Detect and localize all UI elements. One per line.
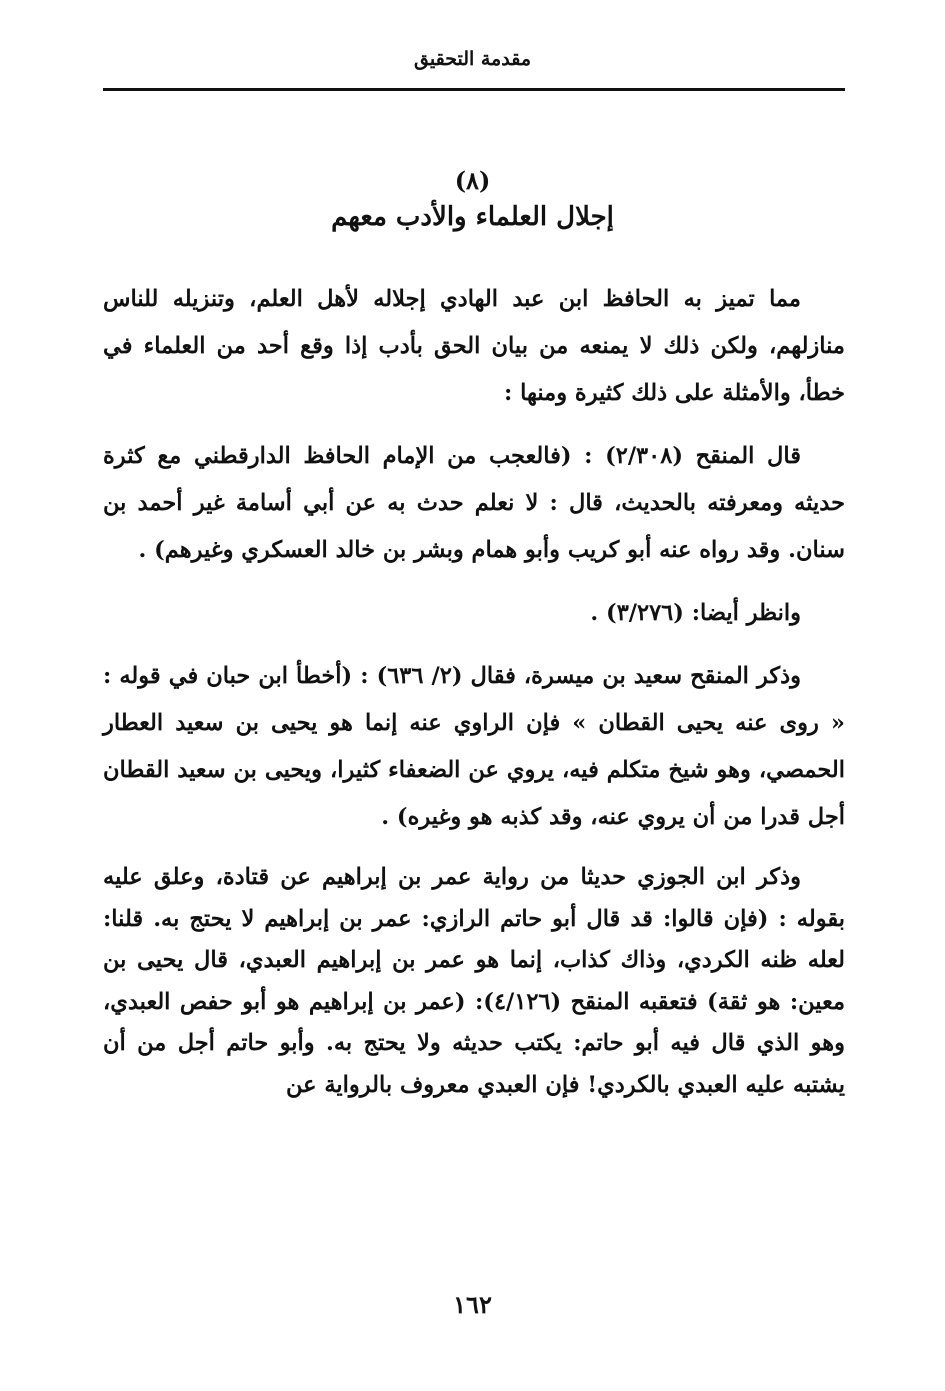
section-title: إجلال العلماء والأدب معهم [331, 202, 614, 232]
running-header: مقدمة التحقيق [414, 48, 531, 70]
paragraph-ibn-al-jawzi: وذكر ابن الجوزي حديثا من رواية عمر بن إبراهيم عن قتادة، وعلق عليه بقوله : (فإن قالوا: قد قال أبو حاتم الرازي: عمر بن إبراهيم لا يحتج به. قلنا: لعله ظنه الكردي، وذاك كذاب، إنما هو عمر بن إبراهيم العبدي، قال يحيى بن معين: هو ثقة) فتعقبه المنقح (٤/١٢٦): (عمر بن إبراهيم هو أبو حفص العبدي، وهو الذي قال فيه أبو حاتم: يكتب حديثه ولا يحتج به. وأبو حاتم أجل من أن يشتبه عليه العبدي بالكردي! فإن العبدي معروف بالرواية عن [103, 864, 845, 1098]
page-number: ١٦٢ [453, 1290, 492, 1319]
paragraph-ibn-hibban: وذكر المنقح سعيد بن ميسرة، فقال (٢/ ٦٣٦) : (أخطأ ابن حبان في قوله : « روى عنه يحيى القطان » فإن الراوي عنه إنما هو يحيى بن سعيد العطار الحمصي، وهو شيخ متكلم فيه، يروي عن الضعفاء كثيرا، ويحيى بن سعيد القطان أجل قدرا من أن يروي عنه، وقد كذبه هو وغيره) . [103, 663, 845, 830]
header-rule [103, 88, 845, 91]
section-number: (٨) [454, 166, 491, 195]
body-text [103, 276, 845, 1106]
paragraph-daraqutni: قال المنقح (٢/٣٠٨) : (فالعجب من الإمام الحافظ الدارقطني مع كثرة حديثه ومعرفته بالحديث، قال : لا نعلم حدث به عن أبي أسامة غير أحمد بن سنان. وقد رواه عنه أبو كريب وأبو همام وبشر بن خالد العسكري وغيرهم) . [103, 443, 845, 563]
paragraph-intro: مما تميز به الحافظ ابن عبد الهادي إجلاله لأهل العلم، وتنزيله للناس منازلهم، ولكن ذلك لا يمنعه من بيان الحق بأدب إذا وقع أحد من العلماء في خطأ، والأمثلة على ذلك كثيرة ومنها : [103, 286, 845, 406]
paragraph-see-also: وانظر أيضا: (٣/٢٧٦) . [590, 600, 801, 626]
